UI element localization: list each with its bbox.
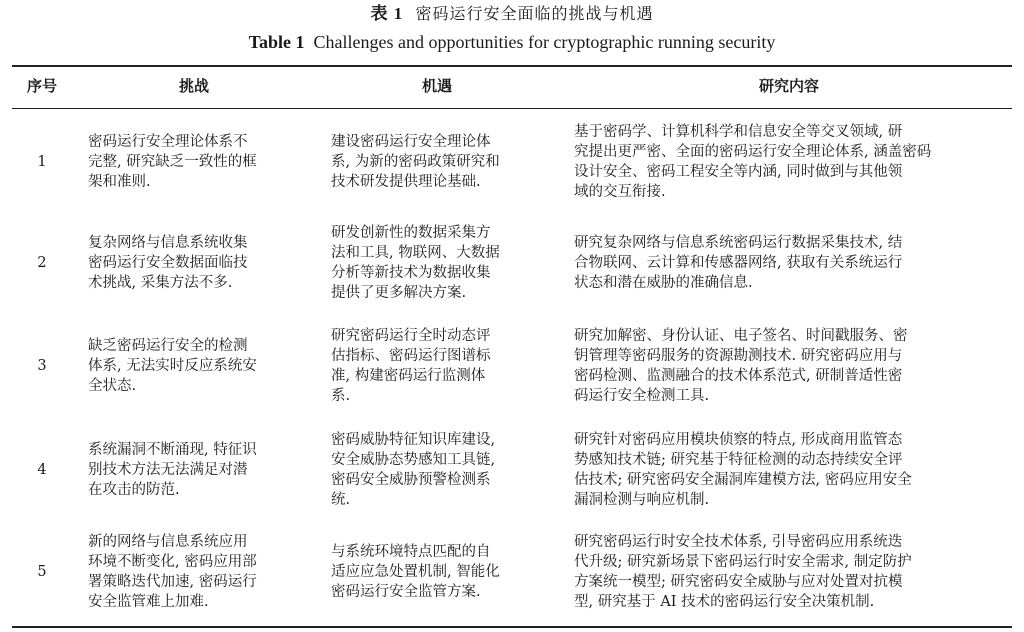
- research-cell-line: 钥管理等密码服务的资源勘测技术. 研究密码应用与: [574, 348, 903, 364]
- table-bottom-rule: [12, 626, 1012, 628]
- challenge-cell: [88, 233, 312, 293]
- caption-zh-label: 表 1: [370, 4, 404, 23]
- opportunity-cell-line: 技术研发提供理论基础.: [331, 174, 481, 190]
- caption-zh: [0, 4, 1024, 24]
- opportunity-cell: [331, 430, 557, 510]
- opportunity-cell: [331, 542, 557, 602]
- challenge-cell-line: 别技术方法无法满足对潜: [88, 462, 248, 478]
- header-challenge: 挑战: [178, 77, 209, 95]
- challenge-cell-line: 完整, 研究缺乏一致性的框: [88, 154, 257, 170]
- opportunity-cell-line: 与系统环境特点匹配的自: [331, 544, 491, 560]
- research-cell-line: 漏洞检测与响应机制.: [574, 492, 710, 508]
- research-cell-line: 密码检测、监测融合的技术体系范式, 研制普适性密: [574, 368, 903, 384]
- challenge-cell-line: 密码运行安全数据面临技: [88, 255, 248, 271]
- row-index: 2: [37, 255, 47, 271]
- opportunity-cell-line: 分析等新技术为数据收集: [331, 265, 491, 281]
- challenge-cell-line: 新的网络与信息系统应用: [88, 534, 248, 550]
- challenge-cell: [88, 132, 312, 192]
- research-cell: [574, 233, 1004, 293]
- research-cell-line: 估技术; 研究密码安全漏洞库建模方法, 密码应用安全: [574, 472, 912, 488]
- row-index: 1: [37, 154, 47, 170]
- challenge-cell: [88, 532, 312, 612]
- research-cell-line: 研究密码运行时安全技术体系, 引导密码应用系统迭: [574, 534, 903, 550]
- challenge-cell-line: 在攻击的防范.: [88, 482, 180, 498]
- research-cell-line: 方案统一模型; 研究密码安全威胁与应对处置对抗模: [574, 574, 903, 590]
- challenge-cell-line: 架和准则.: [88, 174, 151, 190]
- research-cell-line: 码运行安全检测工具.: [574, 388, 710, 404]
- opportunity-cell-line: 系.: [331, 388, 351, 404]
- caption-en: [0, 31, 1024, 53]
- challenge-cell-line: 复杂网络与信息系统收集: [88, 235, 248, 251]
- opportunity-cell-line: 研究密码运行全时动态评: [331, 328, 491, 344]
- opportunity-cell-line: 适应应急处置机制, 智能化: [331, 564, 500, 580]
- caption-en-title: Challenges and opportunities for cryptographic running security: [313, 32, 776, 52]
- research-cell-line: 究提出更严密、全面的密码运行安全理论体系, 涵盖密码: [574, 144, 932, 160]
- opportunity-cell-line: 密码运行安全监管方案.: [331, 584, 481, 600]
- challenge-cell-line: 体系, 无法实时反应系统安: [88, 358, 257, 374]
- research-cell-line: 研究加解密、身份认证、电子签名、时间戳服务、密: [574, 328, 908, 344]
- caption-en-label: Table 1: [248, 32, 305, 52]
- opportunity-cell-line: 安全威胁态势感知工具链,: [331, 452, 496, 468]
- research-cell-line: 合物联网、云计算和传感器网络, 获取有关系统运行: [574, 255, 903, 271]
- challenge-cell-line: 缺乏密码运行安全的检测: [88, 338, 248, 354]
- research-cell-line: 型, 研究基于 AI 技术的密码运行安全决策机制.: [574, 594, 875, 610]
- opportunity-cell-line: 准, 构建密码运行监测体: [331, 368, 486, 384]
- opportunity-cell-line: 法和工具, 物联网、大数据: [331, 245, 500, 261]
- caption-zh-title: 密码运行安全面临的挑战与机遇: [415, 4, 654, 23]
- opportunity-cell-line: 密码安全威胁预警检测系: [331, 472, 491, 488]
- opportunity-cell-line: 系, 为新的密码政策研究和: [331, 154, 500, 170]
- opportunity-cell: [331, 326, 557, 406]
- opportunity-cell-line: 建设密码运行安全理论体: [331, 134, 491, 150]
- opportunity-cell-line: 估指标、密码运行图谱标: [331, 348, 491, 364]
- row-index: 3: [37, 358, 47, 374]
- research-cell: [574, 430, 1004, 510]
- table-header-rule: [12, 108, 1012, 109]
- challenge-cell-line: 环境不断变化, 密码应用部: [88, 554, 257, 570]
- opportunity-cell-line: 提供了更多解决方案.: [331, 285, 467, 301]
- row-index: 5: [37, 564, 47, 580]
- research-cell: [574, 326, 1004, 406]
- header-opportunity: 机遇: [421, 77, 452, 95]
- research-cell-line: 代升级; 研究新场景下密码运行时安全需求, 制定防护: [574, 554, 912, 570]
- opportunity-cell: [331, 132, 557, 192]
- table-top-rule: [12, 65, 1012, 67]
- opportunity-cell-line: 统.: [331, 492, 351, 508]
- row-index: 4: [37, 462, 47, 478]
- challenge-cell-line: 密码运行安全理论体系不: [88, 134, 248, 150]
- research-cell-line: 研究针对密码应用模块侦察的特点, 形成商用监管态: [574, 432, 903, 448]
- research-cell-line: 设计安全、密码工程安全等内涵, 同时做到与其他领: [574, 164, 903, 180]
- opportunity-cell: [331, 223, 557, 303]
- opportunity-cell-line: 密码威胁特征知识库建设,: [331, 432, 496, 448]
- research-cell: [574, 532, 1004, 612]
- research-cell-line: 基于密码学、计算机科学和信息安全等交叉领域, 研: [574, 124, 903, 140]
- challenge-cell-line: 系统漏洞不断涌现, 特征识: [88, 442, 257, 458]
- research-cell-line: 域的交互衔接.: [574, 184, 666, 200]
- challenge-cell-line: 署策略迭代加速, 密码运行: [88, 574, 257, 590]
- header-index: 序号: [26, 77, 57, 95]
- challenge-cell-line: 术挑战, 采集方法不多.: [88, 275, 233, 291]
- challenge-cell-line: 全状态.: [88, 378, 137, 394]
- challenge-cell-line: 安全监管难上加难.: [88, 594, 209, 610]
- challenge-cell: [88, 336, 312, 396]
- research-cell-line: 状态和潜在威胁的准确信息.: [574, 275, 753, 291]
- research-cell: [574, 122, 1004, 202]
- challenge-cell: [88, 440, 312, 500]
- header-research: 研究内容: [758, 77, 819, 95]
- research-cell-line: 势感知技术链; 研究基于特征检测的动态持续安全评: [574, 452, 903, 468]
- opportunity-cell-line: 研发创新性的数据采集方: [331, 225, 491, 241]
- research-cell-line: 研究复杂网络与信息系统密码运行数据采集技术, 结: [574, 235, 903, 251]
